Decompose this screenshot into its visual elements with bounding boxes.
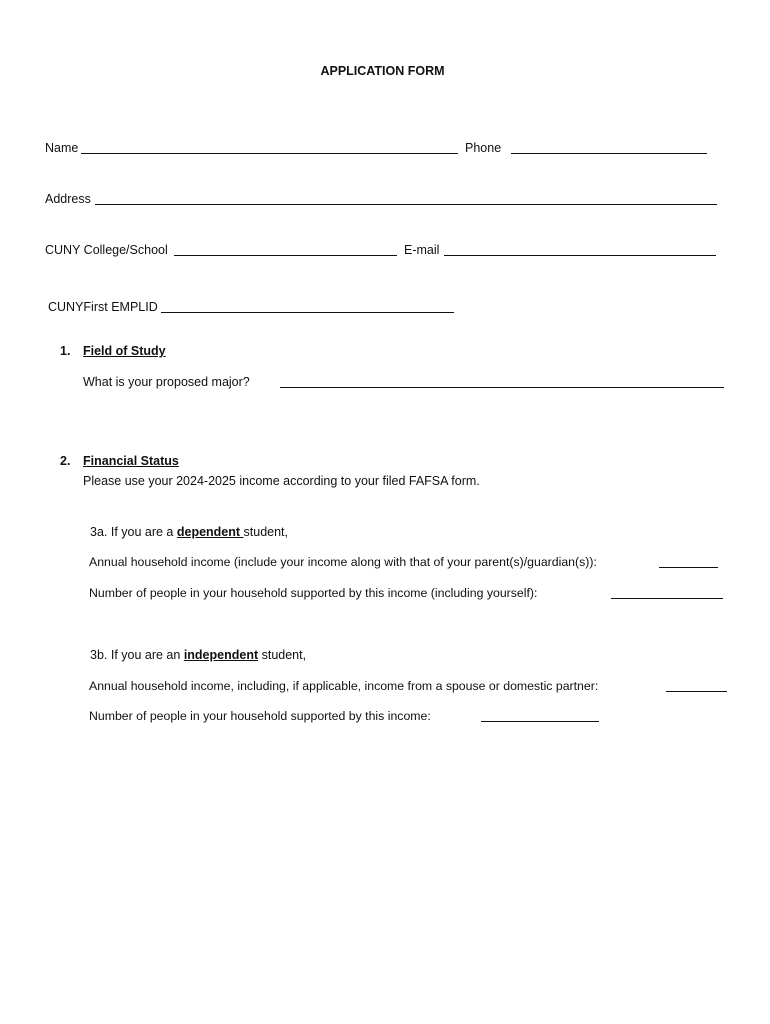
college-field[interactable] [174, 255, 397, 256]
section1-number: 1. [60, 344, 71, 358]
name-field[interactable] [81, 153, 458, 154]
independent-emphasis: independent [183, 648, 259, 662]
address-field[interactable] [95, 204, 717, 205]
independent-intro-suffix: student, [258, 648, 307, 662]
independent-intro [90, 647, 306, 663]
dependent-income-field[interactable] [659, 567, 718, 568]
emplid-field[interactable] [161, 312, 454, 313]
independent-income-field[interactable] [666, 691, 727, 692]
section2-heading: Financial Status [83, 454, 179, 468]
dependent-intro-prefix: 3a. If you are a [90, 525, 177, 539]
email-label: E-mail [404, 243, 440, 257]
form-title: APPLICATION FORM [320, 64, 445, 78]
independent-people-field[interactable] [481, 721, 599, 722]
emplid-label: CUNYFirst EMPLID [48, 300, 158, 314]
college-label: CUNY College/School [45, 243, 168, 257]
fafsa-instruction: Please use your 2024-2025 income according to your filed FAFSA form. [83, 474, 480, 488]
dependent-people-question: Number of people in your household supported by this income (including yourself): [89, 586, 538, 600]
address-label: Address [45, 192, 91, 206]
phone-field[interactable] [511, 153, 707, 154]
dependent-intro-suffix: student, [243, 525, 289, 539]
independent-intro-prefix: 3b. If you are an [90, 648, 184, 662]
major-field[interactable] [280, 387, 724, 388]
dependent-intro [90, 524, 288, 540]
section2-number: 2. [60, 454, 71, 468]
section1-heading: Field of Study [83, 344, 166, 358]
independent-income-question: Annual household income, including, if applicable, income from a spouse or domestic partner: [89, 679, 599, 693]
independent-people-question: Number of people in your household supported by this income: [89, 709, 431, 723]
dependent-income-question: Annual household income (include your income along with that of your parent(s)/guardian(s)): [89, 555, 597, 569]
dependent-emphasis: dependent [176, 525, 244, 539]
major-question: What is your proposed major? [83, 375, 250, 389]
name-label: Name [45, 141, 79, 155]
phone-label: Phone [465, 141, 502, 155]
email-field[interactable] [444, 255, 716, 256]
dependent-people-field[interactable] [611, 598, 723, 599]
